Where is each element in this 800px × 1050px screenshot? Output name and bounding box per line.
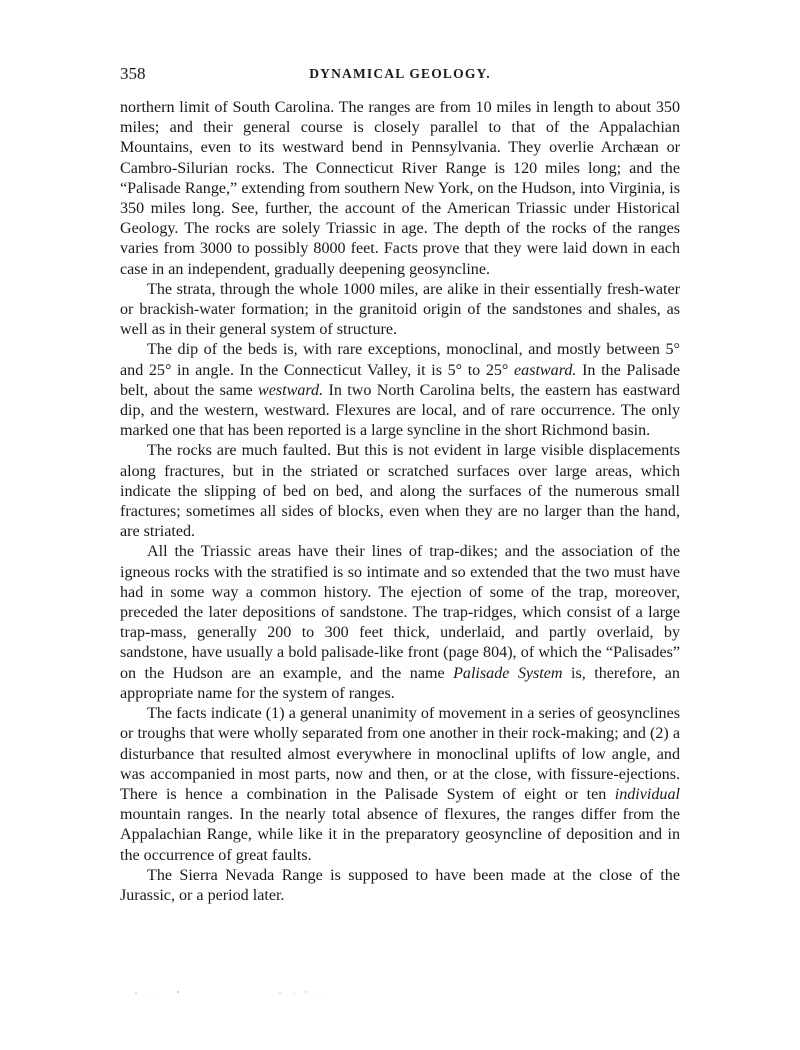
- book-page: [120, 64, 680, 906]
- paragraph: [120, 704, 680, 866]
- paragraph-text: The rocks are much faulted. But this is not evident in large visible displacements along fractures, but in the striated or scratched surfaces over large areas, which indicate the slipping of bed on bed, and along the surfaces of the numerous small fractures; sometimes all sides of blocks, even when they are no larger than the hand, are striated.: [120, 442, 680, 541]
- paragraph: [120, 98, 680, 280]
- page-header: [120, 64, 680, 94]
- page-number: 358: [120, 64, 146, 83]
- paragraph: [120, 280, 680, 341]
- paragraph-text: The strata, through the whole 1000 miles, are alike in their essentially fresh-water or brackish-water formation; in the granitoid origin of the sandstones and shales, as well as in their general system of structure.: [120, 280, 680, 339]
- paragraph: [120, 542, 680, 704]
- paragraph-text: In two North Carolina belts, the eastern has eastward dip, and the western, westward. Flexures are local, and of rare occurrence. The only marked one that has been reported is a large syncline in the short Richmond basin.: [120, 381, 680, 440]
- paragraph: [120, 340, 680, 441]
- running-head: DYNAMICAL GEOLOGY.: [309, 66, 491, 81]
- paragraph-text: northern limit of South Carolina. The ranges are from 10 miles in length to about 350 miles; and their general course is closely parallel to that of the Appalachian Mountains, even to its westward bend in Pennsylvania. They overlie Archæan or Cambro-Silurian rocks. The Connecticut River Range is 120 miles long; and the “Palisade Range,” extending from southern New York, on the Hudson, into Virginia, is 350 miles long. See, further, the account of the American Triassic under Historical Geology. The rocks are solely Triassic in age. The depth of the rocks of the ranges varies from 3000 to possibly 8000 feet. Facts prove that they were laid down in each case in an independent, gradually deepening geosyncline.: [120, 99, 680, 278]
- paragraph-text: mountain ranges. In the nearly total absence of flexures, the ranges differ from the Appalachian Range, while like it in the preparatory geosyncline of deposition and in the occurrence of great faults.: [120, 806, 680, 864]
- ink-specks-decoration: [130, 988, 350, 998]
- paragraph-text: is, therefore, an appropriate name for the system of ranges.: [120, 664, 680, 702]
- paragraph-text: The Sierra Nevada Range is supposed to have been made at the close of the Jurassic, or a period later.: [120, 866, 680, 904]
- italic-text: individual: [614, 785, 680, 803]
- paragraph: [120, 441, 680, 542]
- paragraph-text: The dip of the beds is, with rare exceptions, monoclinal, and mostly between 5° and 25° in angle. In the Connecticut Valley, it is 5° to 25°: [120, 341, 680, 379]
- italic-text: westward.: [258, 381, 324, 399]
- paragraph-text: In the Palisade belt, about the same: [120, 361, 680, 399]
- body-text: [120, 98, 680, 906]
- paragraph-text: The facts indicate (1) a general unanimity of movement in a series of geosynclines or troughs that were wholly separated from one another in their rock-making; and (2) a disturbance that resulted almost everywhere in monoclinal uplifts of low angle, and was accompanied in most parts, now and then, or at the close, with fissure-ejections. There is hence a combination in the Palisade System of eight or ten: [120, 705, 680, 803]
- paragraph-text: All the Triassic areas have their lines of trap-dikes; and the association of the igneous rocks with the stratified is so intimate and so extended that the two must have had in some way a common history. The ejection of some of the trap, moreover, preceded the later depositions of sandstone. The trap-ridges, which consist of a large trap-mass, generally 200 to 300 feet thick, underlaid, and partly overlaid, by sandstone, have usually a bold palisade-like front (page 804), of which the “Palisades” on the Hudson are an example, and the name: [120, 543, 680, 682]
- italic-text: eastward.: [514, 361, 577, 379]
- paragraph: [120, 866, 680, 906]
- italic-text: Palisade System: [453, 664, 563, 682]
